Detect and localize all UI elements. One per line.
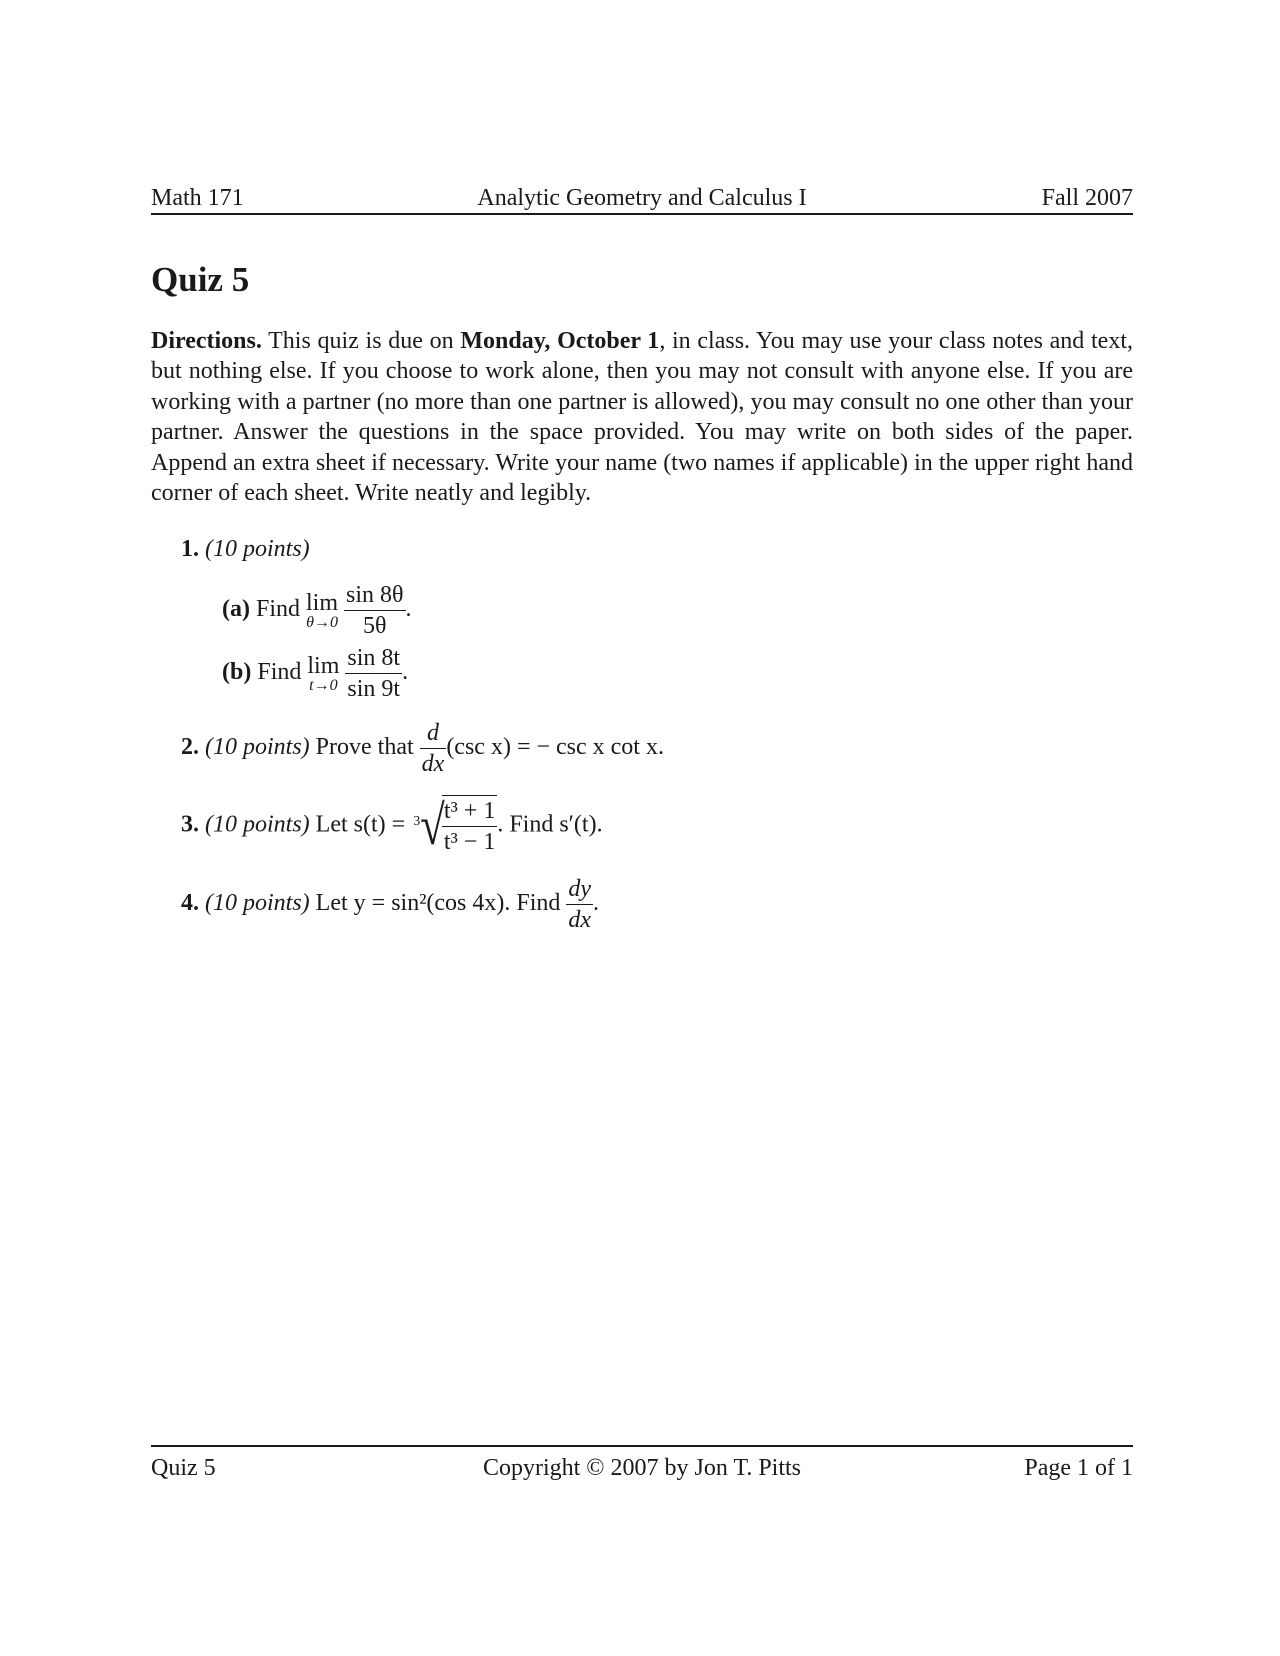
question-expression: (csc x) = − csc x cot x. — [446, 734, 664, 761]
numerator: sin 8θ — [346, 582, 404, 608]
derivative-operator: $\frac{dy}{dx}$ — [568, 876, 592, 933]
question-3: 3. (10 points) Let s(t) = 3 √ $\frac{\text{t³ + 1}}{\text{t³ − 1}}$ . Find s′(t). — [181, 795, 603, 857]
limit-subscript: t→0 — [309, 676, 338, 694]
limit-subscript: θ→0 — [306, 613, 338, 631]
question-number: 3. — [181, 811, 199, 838]
question-4: 4. (10 points) Let y = sin²(cos 4x). Find $\frac{dy}{dx}$ . — [181, 876, 600, 933]
root-index: 3 — [413, 814, 421, 829]
question-1 — [181, 534, 310, 564]
denominator: t³ − 1 — [442, 826, 497, 857]
cube-root: 3 √ $\frac{\text{t³ + 1}}{\text{t³ − 1}}$ — [413, 795, 496, 857]
fraction — [442, 796, 497, 857]
question-points: (10 points) — [205, 811, 310, 838]
limit-operator: lim t→0 — [307, 652, 340, 694]
denominator: sin 9t — [345, 673, 402, 704]
directions-text-2: , in class. You may use your class notes and text, but nothing else. If you choose to work alone, then you may not consult with anyone else. If you are working with a partner (no more than one partner is allowed), you may consult no one other than your partner. Answer the questions in the space provided. You may write on both sides of the paper. Append an extra sheet if necessary. Write your name (two names if applicable) in the upper right hand corner of each sheet. Write neatly and legibly. — [151, 328, 1133, 507]
derivative-operator: $\frac{d}{dx}$ — [421, 720, 445, 777]
part-verb: Find — [255, 596, 300, 623]
question-lead: Let — [315, 890, 348, 917]
numerator: t³ + 1 — [443, 798, 496, 824]
part-label: (b) — [222, 659, 252, 686]
question-number: 4. — [181, 890, 199, 917]
part-verb: Find — [257, 659, 302, 686]
question-points: (10 points) — [205, 890, 310, 917]
page-footer — [151, 1445, 1133, 1481]
directions-label: Directions. — [151, 328, 262, 354]
directions-text-1: This quiz is due on — [261, 328, 461, 354]
question-1a: (a) Find lim θ→0 $\frac{\sin 8\theta}{5\theta}$ . — [222, 582, 412, 639]
fraction — [345, 643, 402, 704]
question-number: 2. — [181, 734, 199, 761]
course-number: Math 171 — [151, 185, 244, 211]
page-title: Quiz 5 — [151, 260, 250, 299]
question-target: s′(t). — [559, 811, 603, 838]
due-date: Monday, October 1 — [460, 328, 660, 354]
question-points: (10 points) — [205, 536, 310, 562]
term: Fall 2007 — [1041, 185, 1133, 211]
copyright: Copyright © 2007 by Jon T. Pitts — [482, 1455, 802, 1481]
question-number: 1. — [181, 536, 199, 562]
denominator: 5θ — [344, 610, 406, 641]
directions-paragraph — [151, 326, 1133, 508]
question-lead: Let — [315, 811, 348, 838]
fraction — [344, 580, 406, 641]
page-number: Page 1 of 1 — [1024, 1455, 1133, 1481]
function-definition: s(t) = — [353, 811, 406, 838]
limit-operator: lim θ→0 — [306, 589, 339, 631]
part-label: (a) — [222, 596, 250, 623]
footer-title: Quiz 5 — [151, 1455, 216, 1481]
course-title: Analytic Geometry and Calculus I — [477, 185, 807, 211]
question-1b: (b) Find lim t→0 $\frac{\sin 8t}{\sin 9t}$ . — [222, 645, 409, 702]
question-lead: Prove that — [315, 734, 414, 761]
question-expression: y = sin²(cos 4x). Find — [353, 890, 561, 917]
numerator: sin 8t — [347, 645, 401, 671]
question-points: (10 points) — [205, 734, 310, 761]
question-2 — [181, 718, 664, 779]
page-header — [151, 183, 1133, 215]
